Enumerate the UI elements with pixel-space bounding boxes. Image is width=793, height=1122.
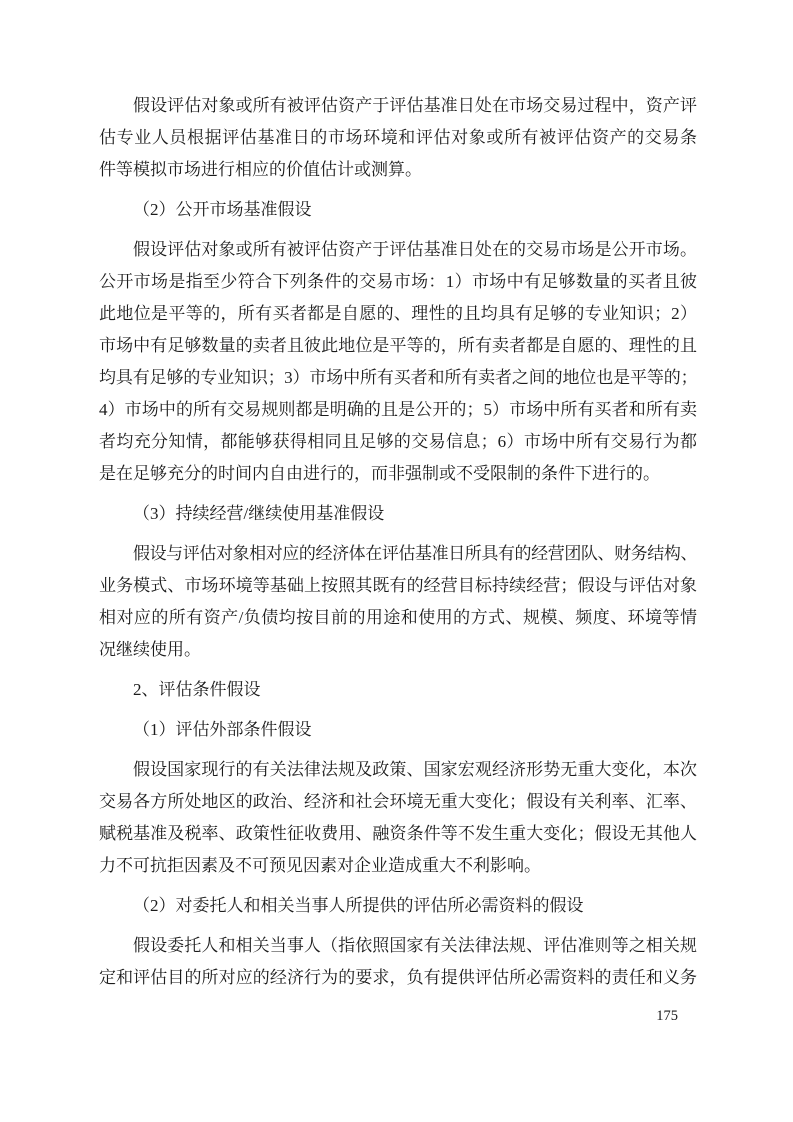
text-line: 假设委托人和相关当事人（指依照国家有关法律法规、评估准则等之相关规 — [133, 936, 697, 955]
text-line: 相对应的所有资产/负债均按目前的用途和使用的方式、规模、频度、环境等情 — [99, 608, 697, 627]
heading-external-condition-assumption: （1）评估外部条件假设 — [133, 720, 312, 739]
text-line: 此地位是平等的，所有买者都是自愿的、理性的且均具有足够的专业知识；2） — [99, 304, 697, 323]
text-line: 假设评估对象或所有被评估资产于评估基准日处在的交易市场是公开市场。 — [133, 240, 697, 259]
heading-client-materials-assumption: （2）对委托人和相关当事人所提供的评估所必需资料的假设 — [133, 896, 584, 915]
page-number: 175 — [656, 1008, 678, 1024]
text-line: 公开市场是指至少符合下列条件的交易市场：1）市场中有足够数量的买者且彼 — [99, 272, 697, 291]
text-line: 力不可抗拒因素及不可预见因素对企业造成重大不利影响。 — [99, 856, 541, 875]
document-body — [99, 0, 697, 1026]
text-line: 假设评估对象或所有被评估资产于评估基准日处在市场交易过程中，资产评 — [133, 96, 697, 115]
text-line: 交易各方所处地区的政治、经济和社会环境无重大变化；假设有关利率、汇率、 — [99, 792, 697, 811]
text-line: 市场中有足够数量的卖者且彼此地位是平等的，所有卖者都是自愿的、理性的且 — [99, 336, 697, 355]
heading-open-market-assumption: （2）公开市场基准假设 — [133, 200, 312, 219]
text-line: 均具有足够的专业知识；3）市场中所有买者和所有卖者之间的地位也是平等的； — [99, 368, 697, 387]
text-line: 假设国家现行的有关法律法规及政策、国家宏观经济形势无重大变化，本次 — [133, 760, 697, 779]
text-line: 况继续使用。 — [99, 640, 201, 659]
text-line: 是在足够充分的时间内自由进行的，而非强制或不受限制的条件下进行的。 — [99, 464, 660, 483]
heading-valuation-condition-assumptions: 2、评估条件假设 — [133, 680, 261, 699]
text-line: 赋税基准及税率、政策性征收费用、融资条件等不发生重大变化；假设无其他人 — [99, 824, 697, 843]
text-line: 业务模式、市场环境等基础上按照其既有的经营目标持续经营；假设与评估对象 — [99, 576, 697, 595]
text-line: 4）市场中的所有交易规则都是明确的且是公开的；5）市场中所有买者和所有卖 — [99, 400, 697, 419]
text-line: 件等模拟市场进行相应的价值估计或测算。 — [99, 160, 422, 179]
text-line: 估专业人员根据评估基准日的市场环境和评估对象或所有被评估资产的交易条 — [99, 128, 697, 147]
heading-going-concern-assumption: （3）持续经营/继续使用基准假设 — [133, 504, 385, 523]
text-line: 定和评估目的所对应的经济行为的要求，负有提供评估所必需资料的责任和义务 — [99, 968, 697, 987]
text-line: 者均充分知情，都能够获得相同且足够的交易信息；6）市场中所有交易行为都 — [99, 432, 697, 451]
text-line: 假设与评估对象相对应的经济体在评估基准日所具有的经营团队、财务结构、 — [133, 544, 697, 563]
